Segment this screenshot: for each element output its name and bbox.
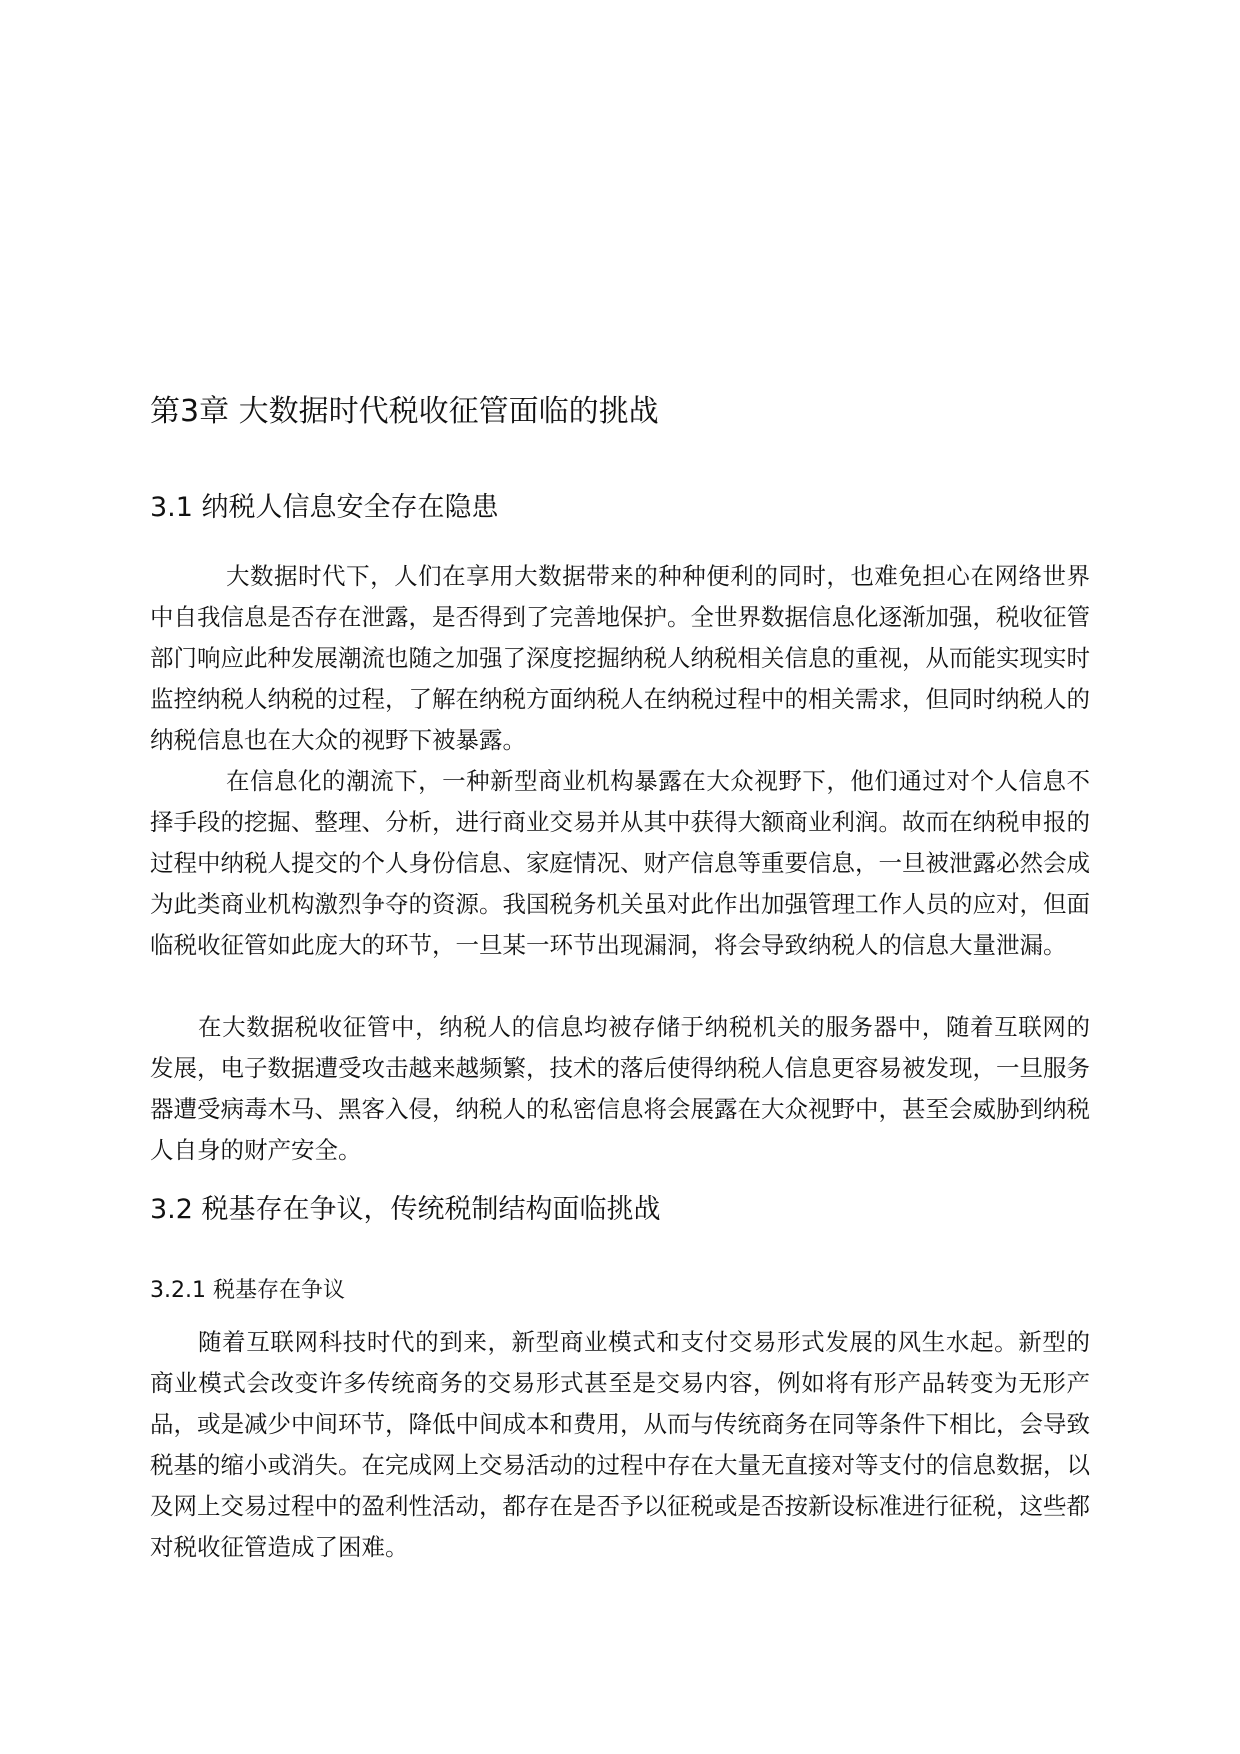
chapter-title: 第3章 大数据时代税收征管面临的挑战 xyxy=(150,394,659,429)
paragraph-3-1-2: 在信息化的潮流下，一种新型商业机构暴露在大众视野下，他们通过对个人信息不择手段的挖掘、整理、分析，进行商业交易并从其中获得大额商业利润。故而在纳税申报的过程中纳税人提交的个人身份信息、家庭情况、财产信息等重要信息，一旦被泄露必然会成为此类商业机构激烈争夺的资源。我国税务机关虽对此作出加强管理工作人员的应对，但面临税收征管如此庞大的环节，一旦某一环节出现漏洞，将会导致纳税人的信息大量泄漏。 xyxy=(150,767,1090,959)
subsection-title-3-2-1: 3.2.1 税基存在争议 xyxy=(150,1278,345,1303)
section-title-3-2: 3.2 税基存在争议，传统税制结构面临挑战 xyxy=(150,1194,661,1225)
section-title-3-1: 3.1 纳税人信息安全存在隐患 xyxy=(150,492,499,523)
paragraph-3-1-3: 在大数据税收征管中，纳税人的信息均被存储于纳税机关的服务器中，随着互联网的发展，电子数据遭受攻击越来越频繁，技术的落后使得纳税人信息更容易被发现，一旦服务器遭受病毒木马、黑客入侵，纳税人的私密信息将会展露在大众视野中，甚至会威胁到纳税人自身的财产安全。 xyxy=(150,1013,1090,1164)
paragraph-3-1-1: 大数据时代下，人们在享用大数据带来的种种便利的同时，也难免担心在网络世界中自我信息是否存在泄露，是否得到了完善地保护。全世界数据信息化逐渐加强，税收征管部门响应此种发展潮流也随之加强了深度挖掘纳税人纳税相关信息的重视，从而能实现实时监控纳税人纳税的过程，了解在纳税方面纳税人在纳税过程中的相关需求，但同时纳税人的纳税信息也在大众的视野下被暴露。 xyxy=(150,562,1090,754)
paragraph-3-2-1-1: 随着互联网科技时代的到来，新型商业模式和支付交易形式发展的风生水起。新型的商业模式会改变许多传统商务的交易形式甚至是交易内容，例如将有形产品转变为无形产品，或是减少中间环节，降低中间成本和费用，从而与传统商务在同等条件下相比，会导致税基的缩小或消失。在完成网上交易活动的过程中存在大量无直接对等支付的信息数据，以及网上交易过程中的盈利性活动，都存在是否予以征税或是否按新设标准进行征税，这些都对税收征管造成了困难。 xyxy=(150,1328,1090,1561)
